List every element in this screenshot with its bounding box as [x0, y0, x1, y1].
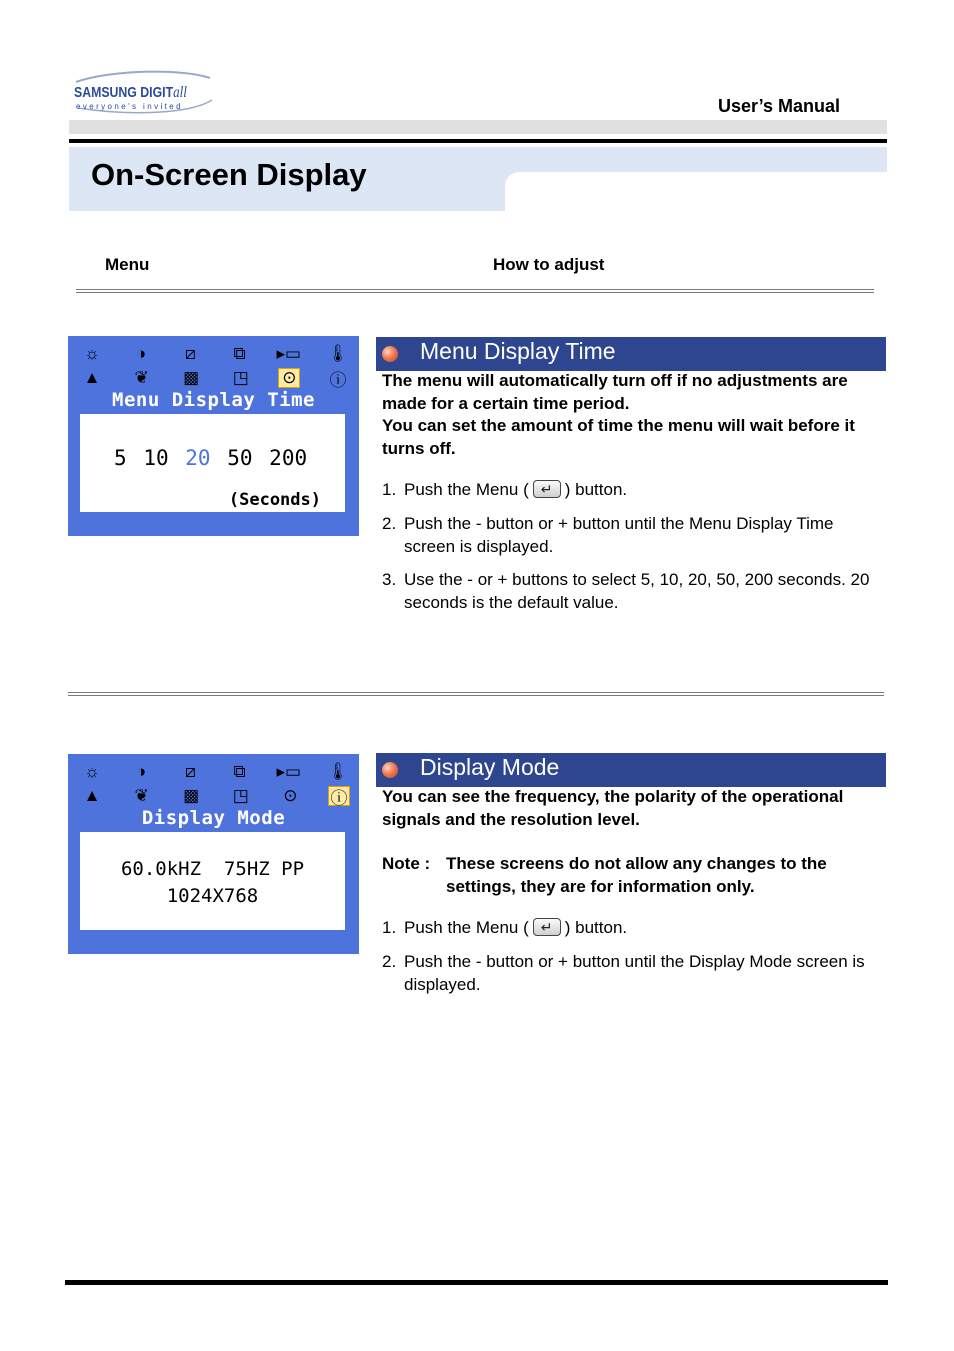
- brightness-icon: ☼: [84, 762, 100, 781]
- sharpness-icon: ▲: [83, 786, 101, 805]
- column-menu: Menu: [105, 255, 150, 274]
- osd-value: 10: [143, 446, 169, 470]
- section-description: [382, 370, 882, 460]
- menu-time-icon: ⊙: [283, 786, 298, 805]
- contrast-icon: ◑: [136, 762, 147, 781]
- menu-time-icon: ⊙: [278, 368, 300, 388]
- osd-label: Menu Display Time: [112, 389, 315, 411]
- note: [382, 853, 882, 898]
- brightness-icon: ☼: [84, 344, 100, 363]
- title-band-notch: [505, 172, 887, 214]
- step-item: 1. Push the Menu (↵ ) button.: [382, 479, 886, 502]
- section-description: [382, 786, 882, 831]
- column-how-to-adjust: How to adjust: [493, 255, 605, 274]
- osd-panel: [80, 832, 345, 930]
- header-divider: [69, 139, 887, 143]
- section-divider: [68, 692, 884, 696]
- osd-value: 50: [227, 446, 253, 470]
- pip-icon: ▸▭: [276, 344, 302, 363]
- osd-mode-info: [80, 856, 345, 910]
- page-title: On-Screen Display: [91, 157, 367, 192]
- osd-screenshot-menu-display-time: [68, 336, 359, 536]
- osd-position-icon: ◳: [232, 368, 249, 387]
- osd-screenshot-display-mode: [68, 754, 359, 954]
- samsung-logo: [70, 70, 215, 115]
- size-icon: ⧉: [233, 344, 246, 363]
- osd-frequency: 60.0kHZ 75HZ PP: [120, 858, 305, 880]
- osd-value: 200: [269, 446, 308, 470]
- size-icon: ⧉: [233, 762, 246, 781]
- step-item: 3. Use the - or + buttons to select 5, 10, 20, 50, 200 seconds. 20 seconds is the default value.: [382, 570, 870, 612]
- manual-label: User’s Manual: [717, 96, 840, 116]
- step-item: 1. Push the Menu (↵ ) button.: [382, 917, 886, 940]
- osd-panel: [80, 414, 345, 512]
- position-icon: ⧄: [184, 344, 196, 363]
- step-item: 2. Push the - button or + button until the Display Mode screen is displayed.: [382, 952, 865, 994]
- moire-icon: ❦: [134, 368, 149, 387]
- osd-resolution: 1024X768: [166, 885, 259, 907]
- color-temp-icon: 🌡: [327, 344, 349, 363]
- description-line: You can set the amount of time the menu will wait before it turns off.: [382, 416, 855, 458]
- information-icon: ⓘ: [328, 786, 350, 806]
- osd-unit: (Seconds): [228, 490, 321, 510]
- logo-tagline: everyone's invited: [76, 102, 183, 111]
- color-temp-icon: 🌡: [327, 762, 349, 781]
- description-line: The menu will automatically turn off if no adjustments are made for a certain time period.: [382, 371, 848, 413]
- bullet-ball-icon: [382, 346, 398, 362]
- section-heading: Display Mode: [420, 754, 560, 780]
- contrast-icon: ◑: [136, 344, 147, 363]
- osd-icon-grid: [80, 760, 350, 808]
- description-line: You can see the frequency, the polarity of the operational signals and the resolution level.: [382, 787, 844, 829]
- information-icon: ⓘ: [329, 370, 347, 390]
- logo-brand: SAMSUNG DIGITall: [74, 84, 187, 101]
- bullet-ball-icon: [382, 762, 398, 778]
- section-heading: Menu Display Time: [420, 338, 616, 364]
- pip-icon: ▸▭: [276, 762, 302, 781]
- osd-value: 5: [114, 446, 127, 470]
- section-header-display-mode: [376, 753, 886, 787]
- note-label: Note :: [382, 854, 431, 873]
- osd-label: Display Mode: [141, 807, 286, 829]
- menu-enter-button-icon: [533, 918, 561, 936]
- section-header-menu-display-time: [376, 337, 886, 371]
- degauss-icon: ▩: [183, 786, 200, 805]
- moire-icon: ❦: [134, 786, 149, 805]
- osd-icon-grid: [80, 342, 350, 390]
- note-text: These screens do not allow any changes to the settings, they are for information only.: [446, 854, 827, 896]
- column-divider: [76, 289, 874, 293]
- degauss-icon: ▩: [183, 368, 200, 387]
- osd-time-values: [114, 446, 307, 470]
- step-item: 2. Push the - button or + button until the Menu Display Time screen is displayed.: [382, 514, 834, 556]
- header-grey-bar: [69, 120, 887, 134]
- position-icon: ⧄: [184, 762, 196, 781]
- footer-divider: [65, 1280, 888, 1285]
- osd-position-icon: ◳: [232, 786, 249, 805]
- osd-value-selected: 20: [185, 446, 211, 470]
- menu-enter-button-icon: [533, 480, 561, 498]
- sharpness-icon: ▲: [83, 368, 101, 387]
